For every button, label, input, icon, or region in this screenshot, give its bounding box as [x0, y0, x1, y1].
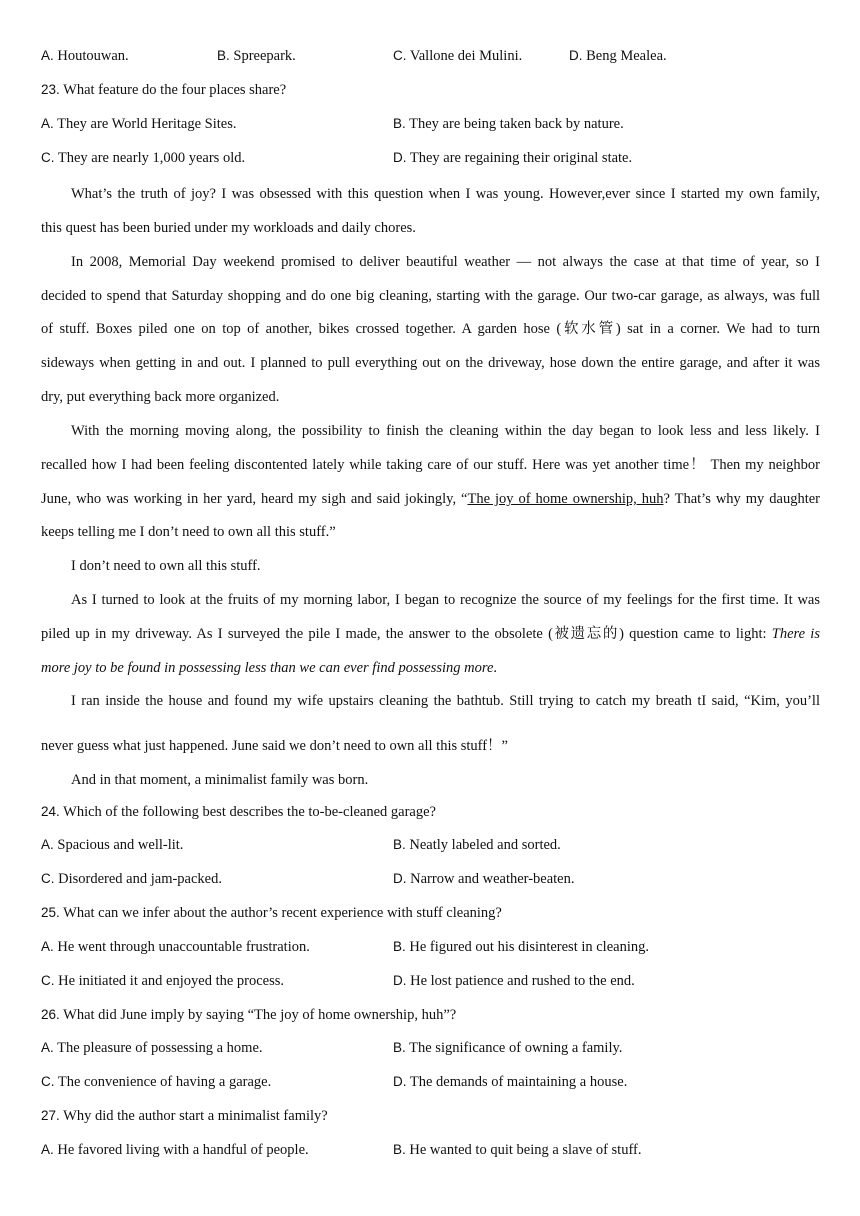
q25-option-c: C. He initiated it and enjoyed the process. — [41, 973, 285, 989]
passage-p4: I don’t need to own all this stuff. — [71, 558, 261, 574]
passage-p5-line1: As I turned to look at the fruits of my morning labor, I began to recognize the source of my feelings for the first time. It was — [71, 592, 820, 608]
q25-stem: 25. What can we infer about the author’s recent experience with stuff cleaning? — [41, 905, 502, 921]
passage-p2-line3: of stuff. Boxes piled one on top of another, bikes crossed together. A garden hose (软水管) sat in a corner. We had to turn — [41, 321, 820, 337]
q22-option-c: C. Vallone dei Mulini. — [393, 48, 523, 64]
q24-option-d: D. Narrow and weather-beaten. — [393, 871, 575, 887]
q26-option-c: C. The convenience of having a garage. — [41, 1074, 272, 1090]
q26-option-b: B. The significance of owning a family. — [393, 1040, 623, 1056]
q24-stem: 24. Which of the following best describes the to-be-cleaned garage? — [41, 804, 436, 820]
q27-stem: 27. Why did the author start a minimalist family? — [41, 1108, 328, 1124]
q24-option-c: C. Disordered and jam-packed. — [41, 871, 222, 887]
passage-p1-line1: What’s the truth of joy? I was obsessed with this question when I was young. However,ever since I started my own family, — [71, 186, 820, 202]
q23-option-d: D. They are regaining their original state. — [393, 150, 633, 166]
q24-option-b: B. Neatly labeled and sorted. — [393, 837, 561, 853]
q25-option-b: B. He figured out his disinterest in cleaning. — [393, 939, 649, 955]
passage-p5-line2: piled up in my driveway. As I surveyed the pile I made, the answer to the obsolete (被遗忘的) question came to light: There is — [41, 626, 820, 642]
passage-p3-line1: With the morning moving along, the possibility to finish the cleaning within the day began to look less and less likely. I — [71, 423, 820, 439]
passage-p6-line2: never guess what just happened. June said we don’t need to own all this stuff！” — [41, 738, 508, 754]
passage-p3-line3: June, who was working in her yard, heard my sigh and said jokingly, “The joy of home ownership, huh? That’s why my daughter — [41, 491, 820, 507]
q22-option-b: B. Spreepark. — [217, 48, 296, 64]
q25-option-d: D. He lost patience and rushed to the end. — [393, 973, 635, 989]
q23-option-c: C. They are nearly 1,000 years old. — [41, 150, 246, 166]
passage-p2-line1: In 2008, Memorial Day weekend promised to deliver beautiful weather — not always the case at that time of year, so I — [71, 254, 820, 270]
passage-p2-line5: dry, put everything back more organized. — [41, 389, 280, 405]
passage-p7: And in that moment, a minimalist family was born. — [71, 772, 369, 788]
q27-option-a: A. He favored living with a handful of people. — [41, 1142, 309, 1158]
passage-p2-line2: decided to spend that Saturday shopping and do one big cleaning, starting with the garage. Our two-car garage, as always, was full — [41, 288, 820, 304]
q22-option-a: A. Houtouwan. — [41, 48, 129, 64]
q22-option-d: D. Beng Mealea. — [569, 48, 667, 64]
passage-p1-line2: this quest has been buried under my workloads and daily chores. — [41, 220, 416, 236]
q23-option-a: A. They are World Heritage Sites. — [41, 116, 237, 132]
q26-option-a: A. The pleasure of possessing a home. — [41, 1040, 263, 1056]
q26-option-d: D. The demands of maintaining a house. — [393, 1074, 628, 1090]
passage-p3-line2: recalled how I had been feeling discontented lately while taking care of our stuff. Here was yet another time！ Then my neighbor — [41, 457, 820, 473]
q27-option-b: B. He wanted to quit being a slave of stuff. — [393, 1142, 642, 1158]
q23-option-b: B. They are being taken back by nature. — [393, 116, 624, 132]
q25-option-a: A. He went through unaccountable frustration. — [41, 939, 310, 955]
passage-p6-line1: I ran inside the house and found my wife upstairs cleaning the bathtub. Still trying to catch my breath tI said, “Kim, you’ll — [71, 693, 820, 709]
passage-p3-line4: keeps telling me I don’t need to own all this stuff.” — [41, 524, 336, 540]
underlined-quote: The joy of home ownership, huh — [467, 491, 664, 507]
q23-stem: 23. What feature do the four places share? — [41, 82, 287, 98]
passage-p2-line4: sideways when getting in and out. I planned to pull everything out on the driveway, hose down the entire garage, and after it was — [41, 355, 820, 371]
passage-p5-line3: more joy to be found in possessing less than we can ever find possessing more. — [41, 660, 498, 676]
q26-stem: 26. What did June imply by saying “The joy of home ownership, huh”? — [41, 1007, 457, 1023]
q24-option-a: A. Spacious and well-lit. — [41, 837, 184, 853]
